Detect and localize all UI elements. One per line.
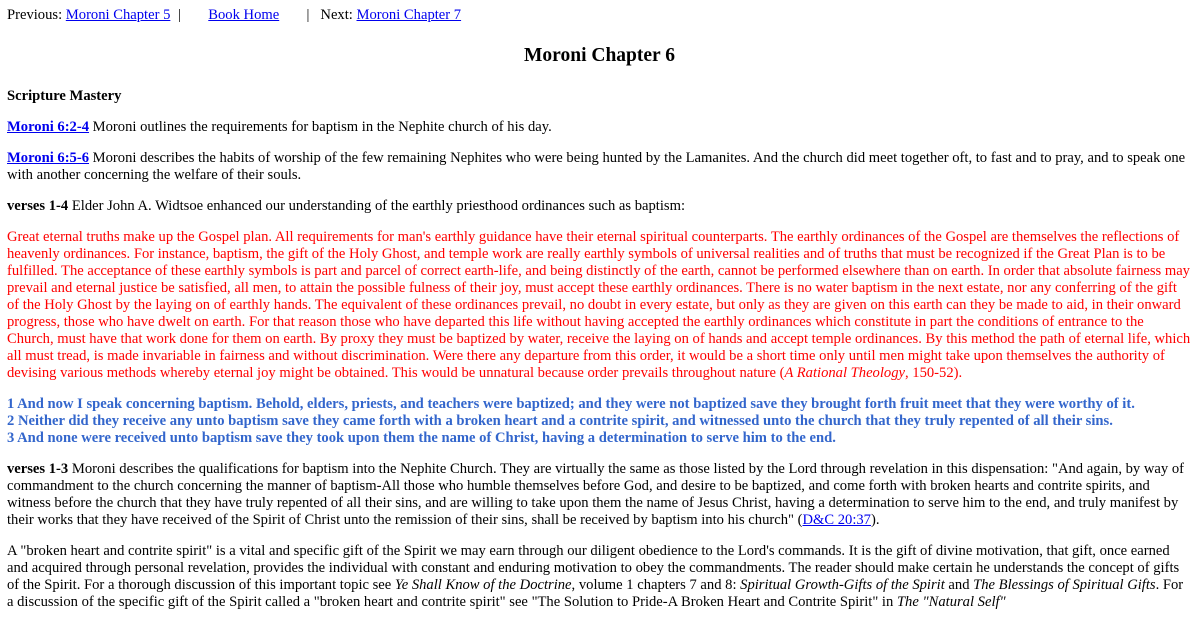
- commentary-paragraph: A "broken heart and contrite spirit" is a vital and specific gift of the Spirit we may earn through our diligent obedience to the Lord's commands. It is the gift of divine motivation, that gift, once earned and acquired through personal revelation, provides the individual with constant and enduring motivation to obey the commandments. The reader should make certain he understands the concept of gifts of the Spirit. For a thorough discussion of this important topic see Ye Shall Know of the Doctrine, volume 1 chapters 7 and 8: Spiritual Growth-Gifts of the Spirit and The Blessings of Spiritual Gifts. For a discussion of the specific gift of the Spirit called a "broken heart and contrite spirit" see "The Solution to Pride-A Broken Heart and Contrite Spirit" in The "Natural Self": [7, 543, 1184, 610]
- book-title: Ye Shall Know of the Doctrine: [394, 577, 572, 593]
- chapter-navigation: [7, 6, 1192, 25]
- previous-chapter-link[interactable]: Moroni Chapter 5: [65, 7, 171, 23]
- book-title: The "Natural Self": [896, 594, 1006, 610]
- book-title: The Blessings of Spiritual Gifts: [973, 577, 1156, 593]
- next-chapter-link[interactable]: Moroni Chapter 7: [356, 7, 462, 23]
- verse-label: verses 1-4: [7, 198, 69, 214]
- commentary-paragraph: verses 1-4 Elder John A. Widtsoe enhanced our understanding of the earthly priesthood ordinances such as baptism:: [7, 198, 686, 214]
- verse-label: verses 1-3: [7, 461, 69, 477]
- previous-label: Previous:: [7, 7, 63, 23]
- mastery-entry: Moroni 6:5-6 Moroni describes the habits of worship of the few remaining Nephites who were being hunted by the Lamanites. And the church did meet together oft, to fast and to pray, and to speak one with another concerning the welfare of their souls.: [7, 150, 1186, 183]
- mastery-entry: Moroni 6:2-4 Moroni outlines the requirements for baptism in the Nephite church of his day.: [7, 119, 552, 135]
- next-label: Next:: [320, 7, 353, 23]
- book-title: Spiritual Growth-Gifts of the Spirit: [740, 577, 945, 593]
- section-heading: Scripture Mastery: [7, 88, 122, 104]
- scripture-verses: [7, 396, 1192, 447]
- widtsoe-quote: Great eternal truths make up the Gospel plan. All requirements for man's earthly guidance have their eternal spiritual counterparts. The earthly ordinances of the Gospel are themselves the reflections of heavenly ordinances. For instance, baptism, the gift of the Holy Ghost, and temple work are really earthly symbols of universal realities and of truths that must be recognized if the Great Plan is to be fulfilled. The acceptance of these earthly symbols is part and parcel of correct earth-life, and being distinctly of the earth, cannot be performed elsewhere than on earth. In order that absolute fairness may prevail and eternal justice be satisfied, all men, to attain the possible fulness of their joy, must accept these earthly ordinances. There is no water baptism in the next estate, nor any conferring of the gift of the Holy Ghost by the laying on of earthly hands. The equivalent of these ordinances prevail, no doubt in every estate, but only as they are given on this earth can they be made to aid, in their onward progress, those who have dwelt on earth. For that reason those who have departed this life without having accepted the earthly ordinances which constitute in part the conditions of entrance to the Church, must have that work done for them on earth. By proxy they must be baptized by water, receive the laying on of hands and accept temple ordinances. By this method the path of eternal life, which all must tread, is made invariable in fairness and without discrimination. Were there any departure from this order, it would be a short time only until men might take upon themselves the authority of devising various methods whereby eternal joy might be obtained. This would be unnatural because order prevails throughout nature (A Rational Theology, 150-52).: [7, 229, 1191, 381]
- scripture-verse: 1 And now I speak concerning baptism. Behold, elders, priests, and teachers were baptized; and they were not baptized save they brought forth fruit meet that they were worthy of it.: [7, 396, 1135, 412]
- quote-source-title: A Rational Theology: [784, 365, 905, 381]
- scripture-ref-link[interactable]: Moroni 6:2-4: [7, 119, 90, 135]
- scripture-verse: 3 And none were received unto baptism save they took upon them the name of Christ, having a determination to serve him to the end.: [7, 430, 836, 446]
- dc-reference-link[interactable]: D&C 20:37: [802, 512, 871, 528]
- nav-separator: |: [178, 7, 181, 23]
- nav-separator: |: [306, 7, 310, 23]
- commentary-paragraph: verses 1-3 Moroni describes the qualifications for baptism into the Nephite Church. They are virtually the same as those listed by the Lord through revelation in this dispensation: "And again, by way of commandment to the church concerning the manner of baptism-All those who humble themselves before God, and desire to be baptized, and come forth with broken hearts and contrite spirits, and witness before the church that they have truly repented of all their sins, and are willing to take upon them the name of Jesus Christ, having a determination to serve him to the end, and truly manifest by their works that they have received of the Spirit of Christ unto the remission of their sins, shall be received by baptism into his church" (D&C 20:37).: [7, 461, 1184, 528]
- page-title: Moroni Chapter 6: [524, 45, 675, 66]
- scripture-ref-link[interactable]: Moroni 6:5-6: [7, 150, 90, 166]
- book-home-link[interactable]: Book Home: [208, 7, 280, 23]
- scripture-verse: 2 Neither did they receive any unto baptism save they came forth with a broken heart and a contrite spirit, and witnessed unto the church that they truly repented of all their sins.: [7, 413, 1113, 429]
